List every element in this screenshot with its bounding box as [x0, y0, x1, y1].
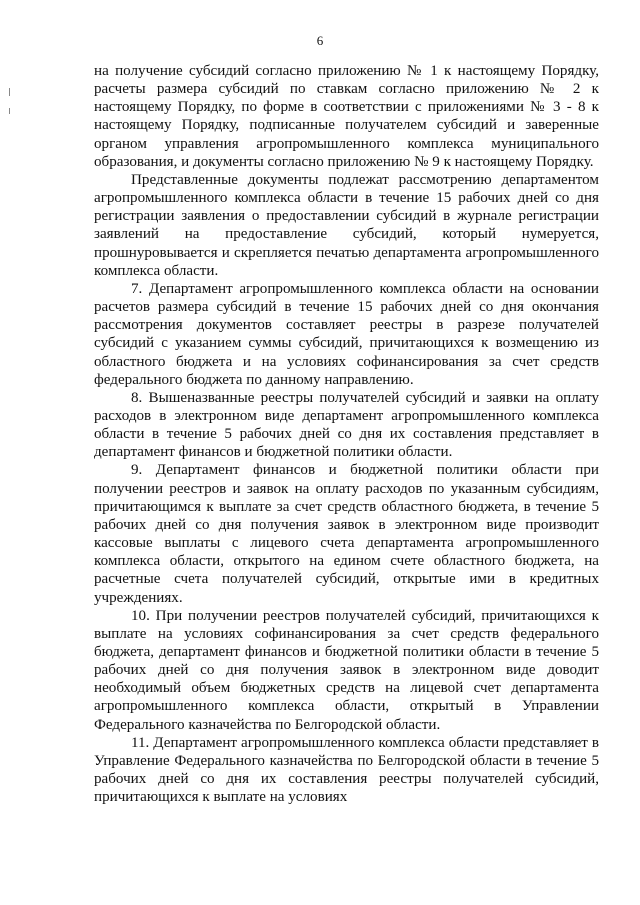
- document-body: [94, 62, 599, 806]
- paragraph-review-documents: Представленные документы подлежат рассмотрению департаментом агропромышленного комплекса области в течение 15 рабочих дней со дня регистрации заявления о предоставлении субсидий в журнале регистрации заявлений на предоставление субсидий, который нумеруется, прошнуровывается и скрепляется печатью департамента агропромышленного комплекса области.: [94, 171, 599, 279]
- paragraph-continuation: на получение субсидий согласно приложению № 1 к настоящему Порядку, расчеты размера субсидий по ставкам согласно приложению № 2 к настоящему Порядку, по форме в соответствии с приложениями № 3 - 8 к настоящему Порядку, подписанные получателем субсидий и заверенные органом управления агропромышленного комплекса муниципального образования, и документы согласно приложению № 9 к настоящему Порядку.: [94, 63, 599, 170]
- paragraph-item-10: 10. При получении реестров получателей субсидий, причитающихся к выплате на условиях софинансирования за счет средств федерального бюджета, департамент финансов и бюджетной политики области в течение 5 рабочих дней со дня получения заявок в электронном виде доводит необходимый объем бюджетных средств на лицевой счет департамента агропромышленного комплекса области, открытый в Управлении Федерального казначейства по Белгородской области.: [94, 607, 599, 733]
- paragraph-item-8: 8. Вышеназванные реестры получателей субсидий и заявки на оплату расходов в электронном виде департамент агропромышленного комплекса области в течение 5 рабочих дней со дня их составления представляет в департамент финансов и бюджетной политики области.: [94, 389, 599, 461]
- paragraph-item-11: 11. Департамент агропромышленного комплекса области представляет в Управление Федерального казначейства по Белгородской области в течение 5 рабочих дней со дня их составления реестры получателей субсидий, причитающихся к выплате на условиях: [94, 734, 599, 806]
- paragraph-item-9: 9. Департамент финансов и бюджетной политики области при получении реестров и заявок на оплату расходов по указанным субсидиям, причитающимся к выплате за счет средств областного бюджета, в течение 5 рабочих дней со дня получения заявок в электронном виде производит кассовые выплаты с лицевого счета департамента агропромышленного комплекса области, открытого на едином счете областного бюджета, на расчетные счета получателей субсидий, открытые ими в кредитных учреждениях.: [94, 462, 599, 606]
- paragraph-item-7: 7. Департамент агропромышленного комплекса области на основании расчетов размера субсидий в течение 15 рабочих дней со дня окончания рассмотрения документов составляет реестры в разрезе получателей субсидий с указанием суммы субсидий, причитающихся к возмещению из областного бюджета и на условиях софинансирования за счет средств федерального бюджета по данному направлению.: [94, 280, 599, 388]
- scan-edge-mark: [9, 108, 10, 114]
- page-number: 6: [316, 33, 324, 48]
- scan-edge-mark: [9, 88, 10, 96]
